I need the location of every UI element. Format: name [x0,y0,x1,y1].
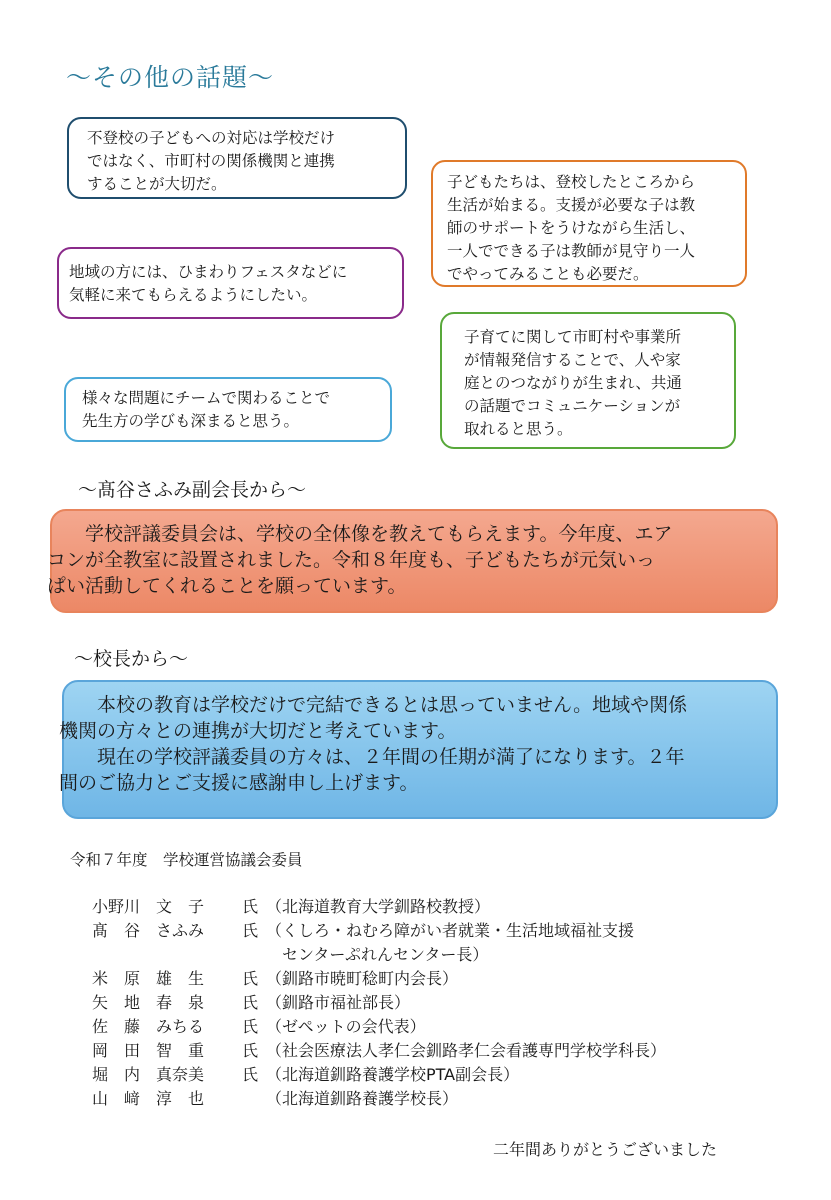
bubble-line: 庭とのつながりが生まれ、共通 [464,374,682,392]
bubble-line: の話題でコミュニケーションが [464,397,681,415]
vice-chair-heading: ～髙谷さふみ副会長から～ [78,479,307,501]
closing-message: 二年間ありがとうございました [493,1140,718,1159]
bubble-line: 気軽に来てもらえるようにしたい。 [69,286,318,304]
member-row: 岡 田 智 重 氏 （社会医療法人孝仁会釧路孝仁会看護専門学校学科長） [92,1041,667,1060]
principal-message-box [59,680,778,819]
bubble-line: でやってみることも必要だ。 [447,265,649,283]
principal-message-paragraph-2: 現在の学校評議委員の方々は、２年間の任期が満了になります。２年 間のご協力とご支援に感謝申し上げます。 [59,746,685,794]
bubble-line: 様々な問題にチームで関わることで [82,389,331,407]
bubble-line: 不登校の子どもへの対応は学校だけ [87,129,336,147]
principal-heading: ～校長から～ [74,648,189,670]
page-title: ～その他の話題～ [66,63,275,92]
member-row: 矢 地 春 泉 氏 （釧路市福祉部長） [92,993,411,1012]
bubble-line: 先生方の学びも深まると思う。 [82,412,300,430]
bubble-line: 取れると思う。 [464,420,573,438]
member-row: 米 原 雄 生 氏 （釧路市暁町稔町内会長） [92,969,459,988]
comment-bubble-community [57,247,404,319]
bubble-line: 子どもたちは、登校したところから [447,173,696,191]
member-row: 堀 内 真奈美 氏 （北海道釧路養護学校PTA副会長） [92,1065,520,1084]
bubble-line: することが大切だ。 [87,175,227,193]
bubble-line: が情報発信することで、人や家 [464,351,681,369]
member-row-continuation: センターぷれんセンター長） [282,945,489,964]
member-row: 髙 谷 さふみ 氏 （くしろ・ねむろ障がい者就業・生活地域福祉支援 [92,921,635,940]
comment-bubble-parenting-info [440,312,736,449]
member-row: 山 﨑 淳 也 （北海道釧路養護学校長） [92,1089,459,1108]
bubble-line: 師のサポートをうけながら生活し、 [447,219,696,237]
comment-bubble-school-cooperation [67,117,407,199]
member-row: 佐 藤 みちる 氏 （ゼペットの会代表） [92,1017,426,1036]
comment-bubble-team-learning [64,377,392,442]
bubble-line: ではなく、市町村の関係機関と連携 [87,152,335,170]
principal-message-paragraph-1: 本校の教育は学校だけで完結できるとは思っていません。地域や関係 機関の方々との連携が大切だと考えています。 [59,694,688,742]
council-member-list [92,895,666,1111]
council-title: 令和７年度 学校運営協議会委員 [70,851,303,869]
bubble-line: 生活が始まる。支援が必要な子は教 [447,196,696,214]
bubble-line: 子育てに関して市町村や事業所 [464,328,682,346]
bubble-line: 一人でできる子は教師が見守り一人 [447,242,696,260]
comment-bubble-school-life [431,160,747,287]
member-row: 小野川 文 子 氏 （北海道教育大学釧路校教授） [92,897,491,916]
vice-chair-message-box [47,509,778,613]
vice-chair-message: 学校評議委員会は、学校の全体像を教えてもらえます。今年度、エア コンが全教室に設置されました。令和８年度も、子どもたちが元気いっ ぱい活動してくれることを願っています。 [47,523,673,597]
bubble-line: 地域の方には、ひまわりフェスタなどに [69,263,348,281]
